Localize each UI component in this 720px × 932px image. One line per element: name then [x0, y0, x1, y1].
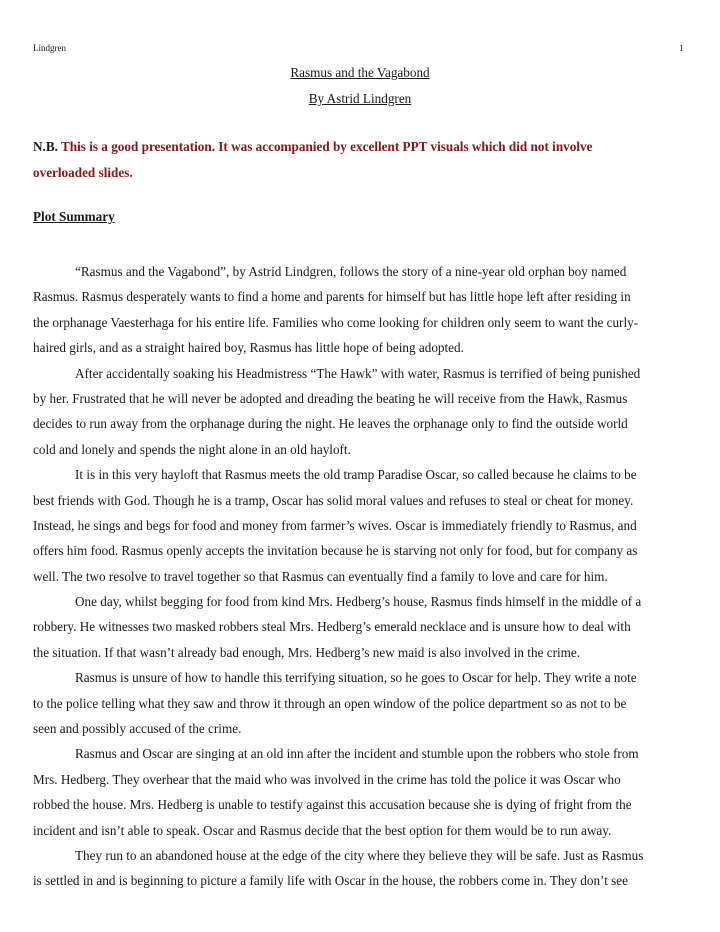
body-text-line: Rasmus and Oscar are singing at an old inn after the incident and stumble upon the robbers who stole from: [75, 746, 639, 762]
body-text-line: cold and lonely and spends the night alone in an old hayloft.: [33, 441, 351, 457]
body-text-line: robbed the house. Mrs. Hedberg is unable to testify against this accusation because she is dying of fright from the: [33, 797, 632, 813]
body-text-line: robbery. He witnesses two masked robbers steal Mrs. Hedberg’s emerald necklace and is unsure how to deal with: [33, 619, 631, 635]
note-text-line2: overloaded slides.: [33, 164, 133, 180]
body-text-line: haired girls, and as a straight haired boy, Rasmus has little hope of being adopted.: [33, 340, 464, 356]
document-title: Rasmus and the Vagabond: [290, 65, 430, 80]
section-heading: Plot Summary: [33, 209, 115, 224]
body-text-line: well. The two resolve to travel together so that Rasmus can eventually find a family to love and care for him.: [33, 568, 608, 584]
body-text-line: It is in this very hayloft that Rasmus meets the old tramp Paradise Oscar, so called because he claims to be: [75, 467, 637, 483]
body-text-line: Mrs. Hedberg. They overhear that the maid who was involved in the crime has told the police it was Oscar who: [33, 771, 621, 787]
body-text-line: seen and possibly accused of the crime.: [33, 721, 242, 737]
body-text-line: by her. Frustrated that he will never be adopted and dreading the beating he will receive from the Hawk, Rasmus: [33, 390, 628, 406]
page-number: 1: [679, 43, 684, 53]
body-text-line: to the police telling what they saw and throw it through an open window of the police department so as not to be: [33, 695, 627, 711]
body-text-line: Rasmus. Rasmus desperately wants to find a home and parents for himself but has little hope left after residing in: [33, 289, 631, 305]
note-separator: .: [54, 139, 58, 154]
body-text-line: best friends with God. Though he is a tramp, Oscar has solid moral values and refuses to steal or cheat for money.: [33, 492, 634, 508]
body-text-line: “Rasmus and the Vagabond”, by Astrid Lindgren, follows the story of a nine-year old orphan boy named: [75, 264, 627, 279]
body-text-line: incident and isn’t able to speak. Oscar and Rasmus decide that the best option for them would be to run away.: [33, 822, 612, 838]
body-text-line: the orphanage Vaesterhaga for his entire life. Families who come looking for children only seem to want the curly-: [33, 314, 639, 330]
body-text-line: the situation. If that wasn’t already bad enough, Mrs. Hedberg’s new maid is also involved in the crime.: [33, 644, 581, 660]
body-text-line: They run to an abandoned house at the edge of the city where they believe they will be safe. Just as Rasmus: [75, 847, 644, 863]
running-header-author: Lindgren: [33, 43, 66, 53]
body-text-line: decides to run away from the orphanage during the night. He leaves the orphanage only to find the outside world: [33, 416, 628, 432]
note-label: N.B: [33, 139, 55, 154]
body-text-line: is settled in and is beginning to picture a family life with Oscar in the house, the robbers come in. They don’t see: [33, 873, 629, 889]
body-text-line: offers him food. Rasmus openly accepts the invitation because he is starving not only for food, but for company as: [33, 543, 638, 559]
document-byline: By Astrid Lindgren: [308, 91, 412, 106]
body-text-line: After accidentally soaking his Headmistress “The Hawk” with water, Rasmus is terrified of being punished: [75, 365, 641, 381]
note-text-line1: This is a good presentation. It was accompanied by excellent PPT visuals which did not involve: [60, 139, 593, 154]
body-text-line: Instead, he sings and begs for food and money from farmer’s wives. Oscar is immediately friendly to Rasmus, and: [33, 517, 637, 533]
body-text-line: Rasmus is unsure of how to handle this terrifying situation, so he goes to Oscar for help. They write a note: [75, 670, 637, 686]
body-text-line: One day, whilst begging for food from kind Mrs. Hedberg’s house, Rasmus finds himself in the middle of a: [75, 594, 642, 610]
reviewer-note: [33, 134, 693, 185]
plot-summary-body: [33, 259, 693, 894]
